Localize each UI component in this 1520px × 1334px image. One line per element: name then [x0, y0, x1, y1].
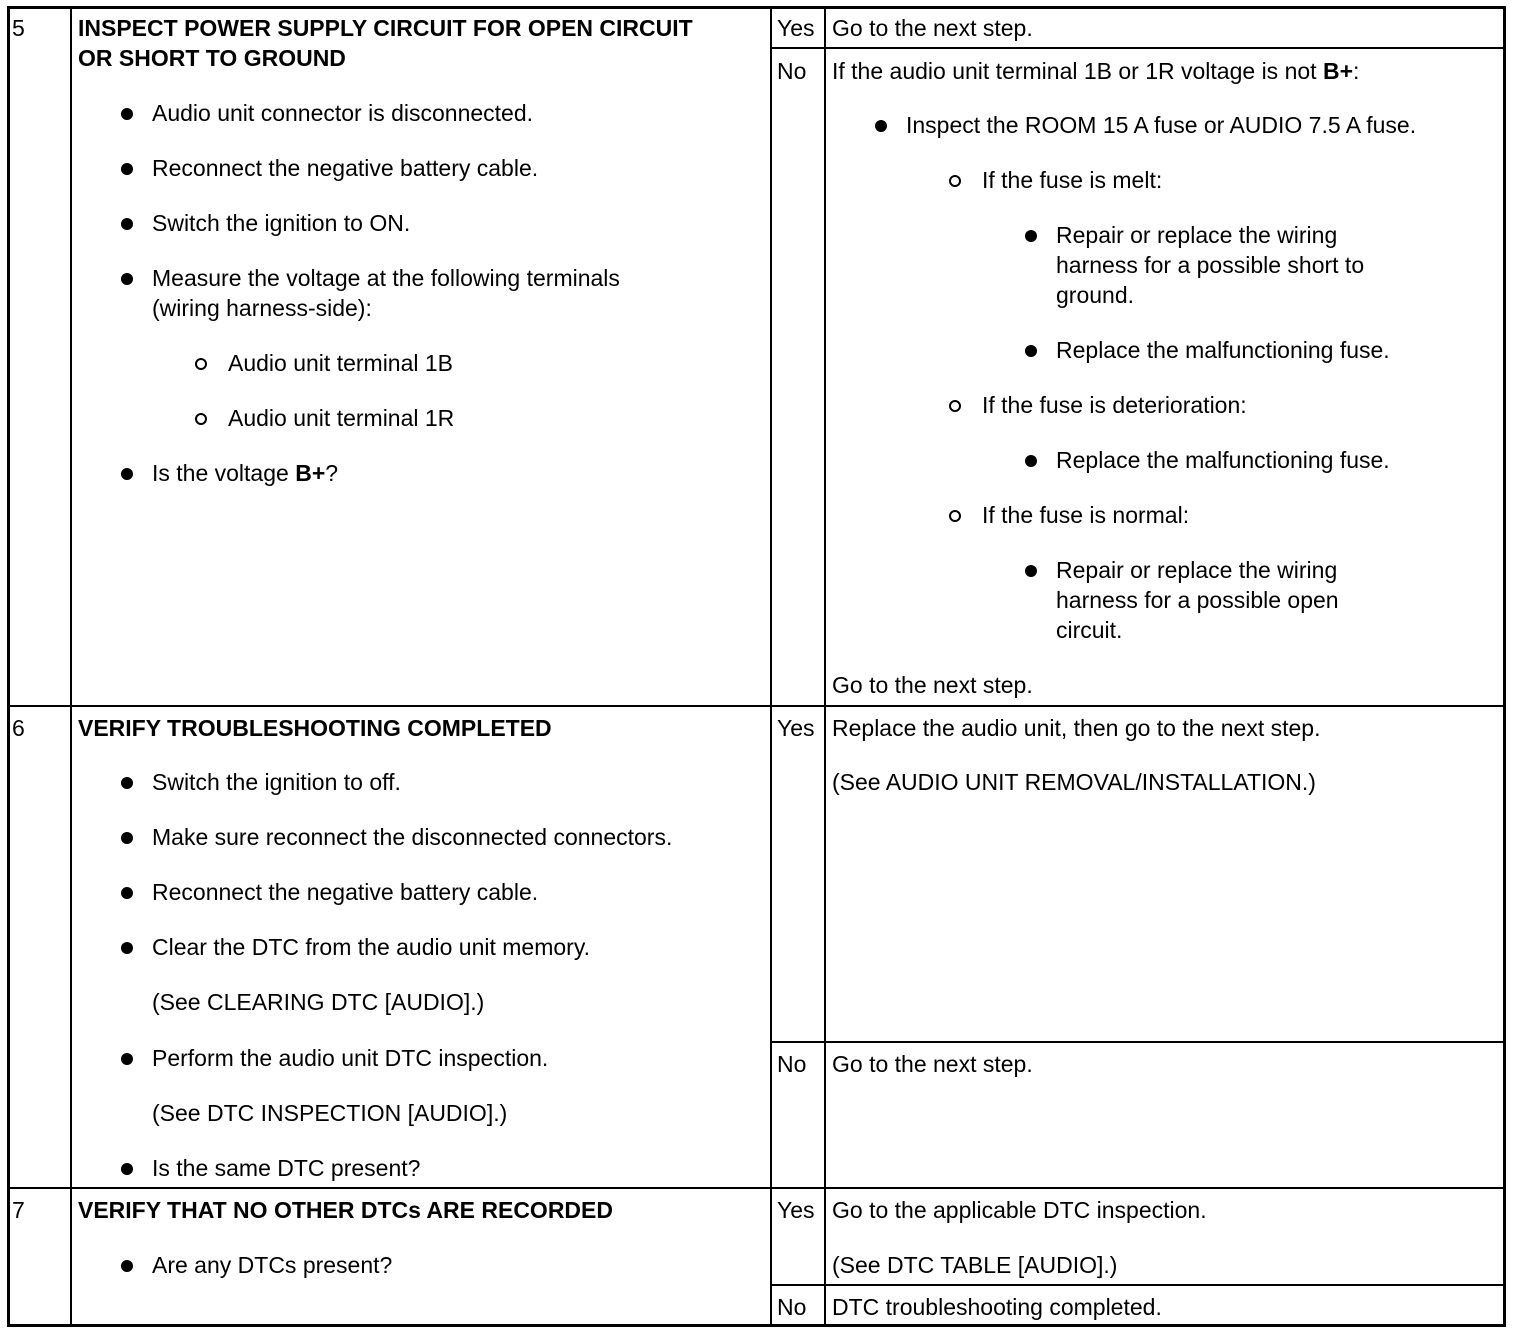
bullet-icon: [121, 942, 133, 954]
reference-text: (See DTC TABLE [AUDIO].): [832, 1252, 1118, 1278]
bullet-icon: [121, 108, 133, 120]
sub-bullet-icon: [195, 358, 207, 370]
bullet-icon: [121, 887, 133, 899]
list-item: Are any DTCs present?: [152, 1252, 393, 1278]
no-label: No: [777, 58, 807, 84]
reference-text: (See AUDIO UNIT REMOVAL/INSTALLATION.): [832, 769, 1316, 795]
bullet-icon: [1025, 230, 1037, 242]
bullet-icon: [121, 777, 133, 789]
list-item: Switch the ignition to off.: [152, 769, 401, 795]
sub-list-item: If the fuse is deterioration:: [982, 392, 1247, 418]
list-item-continued: circuit.: [1056, 617, 1123, 643]
bullet-icon: [121, 832, 133, 844]
troubleshooting-table: [7, 6, 1506, 1327]
sub-list-item: If the fuse is melt:: [982, 167, 1163, 193]
list-item: Audio unit connector is disconnected.: [152, 100, 534, 126]
subrow-divider-5: [771, 47, 1506, 49]
step-title: OR SHORT TO GROUND: [78, 45, 346, 71]
yes-label: Yes: [777, 15, 815, 41]
list-item: Perform the audio unit DTC inspection.: [152, 1045, 549, 1071]
list-item-continued: harness for a possible open: [1056, 587, 1339, 613]
bullet-icon: [875, 120, 887, 132]
subrow-divider-6: [771, 1041, 1506, 1043]
no-result: Go to the next step.: [832, 1051, 1033, 1077]
list-item-continued: (wiring harness-side):: [152, 295, 372, 321]
row-divider-5-6: [7, 705, 1506, 707]
step-title: VERIFY THAT NO OTHER DTCs ARE RECORDED: [78, 1197, 613, 1223]
list-item: Replace the malfunctioning fuse.: [1056, 337, 1390, 363]
bullet-icon: [1025, 455, 1037, 467]
yes-label: Yes: [777, 1197, 815, 1223]
bullet-icon: [121, 163, 133, 175]
step-title: INSPECT POWER SUPPLY CIRCUIT FOR OPEN CIRCUIT: [78, 15, 693, 41]
step-number: 6: [12, 715, 25, 741]
bullet-icon: [121, 218, 133, 230]
list-item: Repair or replace the wiring: [1056, 222, 1338, 248]
yes-result: Go to the next step.: [832, 15, 1033, 41]
bullet-icon: [1025, 345, 1037, 357]
bullet-icon: [121, 1163, 133, 1175]
col-divider-action: [770, 6, 772, 1327]
bullet-icon: [121, 1053, 133, 1065]
list-item-continued: ground.: [1056, 282, 1135, 308]
yes-result: Replace the audio unit, then go to the next step.: [832, 715, 1321, 741]
list-item: Make sure reconnect the disconnected connectors.: [152, 824, 673, 850]
list-item-continued: harness for a possible short to: [1056, 252, 1365, 278]
reference-text: (See CLEARING DTC [AUDIO].): [152, 989, 485, 1015]
yes-result: Go to the applicable DTC inspection.: [832, 1197, 1207, 1223]
sub-bullet-icon: [195, 413, 207, 425]
sub-bullet-icon: [949, 510, 961, 522]
list-item: Repair or replace the wiring: [1056, 557, 1338, 583]
step-title: VERIFY TROUBLESHOOTING COMPLETED: [78, 715, 552, 741]
col-divider-step: [70, 6, 72, 1327]
sub-bullet-icon: [949, 175, 961, 187]
yes-label: Yes: [777, 715, 815, 741]
sub-list-item: Audio unit terminal 1B: [228, 350, 454, 376]
bullet-icon: [121, 1260, 133, 1272]
bullet-icon: [121, 273, 133, 285]
list-item: Reconnect the negative battery cable.: [152, 155, 539, 181]
sub-list-item: Audio unit terminal 1R: [228, 405, 455, 431]
no-label: No: [777, 1051, 807, 1077]
bullet-icon: [1025, 565, 1037, 577]
list-item: Inspect the ROOM 15 A fuse or AUDIO 7.5 A fuse.: [906, 112, 1417, 138]
col-divider-result: [824, 6, 826, 1327]
list-item: Switch the ignition to ON.: [152, 210, 411, 236]
sub-bullet-icon: [949, 400, 961, 412]
no-label: No: [777, 1294, 807, 1320]
list-item: Is the voltage B+?: [152, 460, 339, 486]
bullet-icon: [121, 468, 133, 480]
step-number: 7: [12, 1197, 25, 1223]
subrow-divider-7: [771, 1284, 1506, 1286]
no-result: DTC troubleshooting completed.: [832, 1294, 1162, 1320]
no-result-intro: If the audio unit terminal 1B or 1R voltage is not B+:: [832, 58, 1360, 84]
row-divider-6-7: [7, 1187, 1506, 1189]
no-result-end: Go to the next step.: [832, 672, 1033, 698]
step-number: 5: [12, 15, 25, 41]
list-item: Reconnect the negative battery cable.: [152, 879, 539, 905]
list-item: Clear the DTC from the audio unit memory.: [152, 934, 591, 960]
reference-text: (See DTC INSPECTION [AUDIO].): [152, 1100, 508, 1126]
list-item: Replace the malfunctioning fuse.: [1056, 447, 1390, 473]
list-item: Measure the voltage at the following terminals: [152, 265, 620, 291]
sub-list-item: If the fuse is normal:: [982, 502, 1190, 528]
list-item: Is the same DTC present?: [152, 1155, 421, 1181]
